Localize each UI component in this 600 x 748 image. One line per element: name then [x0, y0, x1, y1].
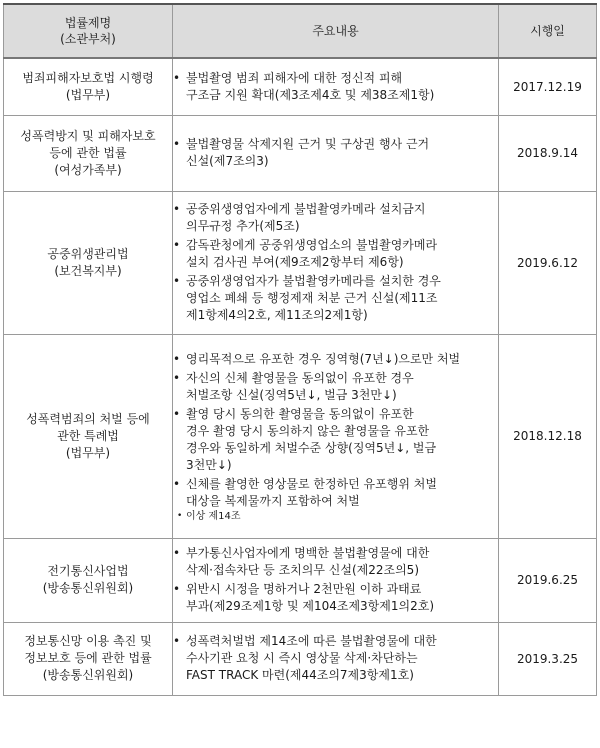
content-cell — [173, 115, 499, 191]
content-item — [173, 406, 498, 474]
content-line: 경우와 동일하게 처벌수준 상향(징역5년↓, 벌금 — [186, 440, 437, 455]
content-line: 경우 촬영 당시 동의하지 않은 촬영물을 유포한 — [186, 423, 430, 438]
content-line: • 공중위생영업자가 불법촬영카메라를 설치한 경우 — [186, 274, 441, 288]
content-line: FAST TRACK 마련(제44조의7제3항제1호) — [186, 668, 414, 682]
law-name-cell — [4, 622, 173, 695]
law-name-cell — [4, 115, 173, 191]
content-line: • 촬영 당시 동의한 촬영물을 동의없이 유포한 — [186, 406, 414, 421]
content-list — [173, 351, 498, 522]
content-list — [173, 633, 498, 684]
law-name-line: (법무부) — [65, 445, 111, 460]
header-content: 주요내용 — [173, 4, 499, 58]
content-line: • 불법촬영물 삭제지원 근거 및 구상권 행사 근거 — [186, 137, 430, 151]
law-name-line: 관한 특례법 — [57, 428, 119, 443]
content-list — [173, 70, 498, 104]
content-line: • 부가통신사업자에게 명백한 불법촬영물에 대한 — [186, 546, 430, 560]
law-name-line: 등에 관한 법률 — [49, 145, 127, 160]
law-name-line: (방송통신위원회) — [42, 581, 134, 595]
law-name-line: (보건복지부) — [54, 263, 122, 278]
content-line: 수사기관 요청 시 즉시 영상물 삭제·차단하는 — [186, 651, 418, 665]
law-name-line: 공중위생관리법 — [47, 246, 129, 261]
content-line: 의무규정 추가(제5조) — [186, 219, 300, 233]
law-name-line: (법무부) — [65, 87, 111, 102]
content-line: 부과(제29조제1항 및 제104조제3항제1의2호) — [186, 599, 434, 613]
law-name-line: 정보보호 등에 관한 법률 — [24, 651, 152, 665]
content-item — [173, 136, 498, 170]
content-line: 제1항제4의2호, 제11조의2제1항) — [186, 308, 368, 322]
content-line: 대상을 복제물까지 포함하여 처벌 — [186, 493, 360, 508]
content-line: • 성폭력처벌법 제14조에 따른 불법촬영물에 대한 — [186, 634, 437, 648]
law-name-line: 전기통신사업법 — [47, 564, 129, 578]
table-row — [4, 191, 597, 334]
content-cell — [173, 334, 499, 538]
content-item — [173, 545, 498, 579]
effective-date-cell: 2019.6.25 — [499, 538, 597, 622]
content-line: 처벌조항 신설(징역5년↓, 벌금 3천만↓) — [186, 387, 397, 402]
content-cell — [173, 538, 499, 622]
content-line: 신설(제7조의3) — [186, 154, 269, 168]
effective-date-cell: 2017.12.19 — [499, 58, 597, 115]
law-name-cell — [4, 191, 173, 334]
law-name-line: (방송통신위원회) — [42, 668, 134, 682]
effective-date-cell: 2019.3.25 — [499, 622, 597, 695]
law-name-cell — [4, 334, 173, 538]
law-name-line: (여성가족부) — [54, 162, 122, 177]
law-name-line: 성폭력방지 및 피해자보호 — [20, 128, 156, 143]
content-item — [173, 633, 498, 684]
content-item — [173, 476, 498, 510]
content-item — [173, 237, 498, 271]
table-row — [4, 58, 597, 115]
table-row — [4, 538, 597, 622]
content-item — [173, 581, 498, 615]
content-cell — [173, 58, 499, 115]
law-name-line: 범죄피해자보호법 시행령 — [22, 70, 154, 85]
content-line: • 신체를 촬영한 영상물로 한정하던 유포행위 처벌 — [186, 476, 437, 491]
content-list — [173, 201, 498, 324]
content-line: • 감독관청에게 공중위생영업소의 불법촬영카메라 — [186, 238, 438, 252]
law-name-line: 성폭력범죄의 처벌 등에 — [26, 411, 150, 426]
content-item — [173, 273, 498, 324]
content-line: 설치 검사권 부여(제9조제2항부터 제6항) — [186, 255, 404, 269]
content-line: • 영리목적으로 유포한 경우 징역형(7년↓)으로만 처벌 — [186, 351, 461, 366]
content-cell — [173, 622, 499, 695]
effective-date-cell: 2018.9.14 — [499, 115, 597, 191]
content-list — [173, 136, 498, 170]
header-date: 시행일 — [499, 4, 597, 58]
effective-date-cell: 2019.6.12 — [499, 191, 597, 334]
effective-date-cell: 2018.12.18 — [499, 334, 597, 538]
law-name-cell — [4, 58, 173, 115]
law-name-line: 정보통신망 이용 촉진 및 — [24, 634, 152, 648]
content-line: 삭제·접속차단 등 조치의무 신설(제22조의5) — [186, 563, 419, 577]
content-line: • 불법촬영 범죄 피해자에 대한 정신적 피해 — [186, 70, 403, 85]
content-line: 3천만↓) — [186, 457, 232, 472]
content-line: • 자신의 신체 촬영물을 동의없이 유포한 경우 — [186, 370, 414, 385]
content-item — [173, 201, 498, 235]
content-line: • 이상 제14조 — [186, 510, 241, 522]
table-row — [4, 622, 597, 695]
content-item — [173, 70, 498, 104]
table-header-row — [4, 4, 597, 58]
content-line: 영업소 폐쇄 등 행정제재 처분 근거 신설(제11조 — [186, 291, 438, 305]
content-list — [173, 545, 498, 615]
content-line: • 공중위생영업자에게 불법촬영카메라 설치금지 — [186, 202, 426, 216]
table-body — [4, 58, 597, 695]
law-name-cell — [4, 538, 173, 622]
content-line: 구조금 지원 확대(제3조제4호 및 제38조제1항) — [186, 87, 435, 102]
header-law-name: 법률제명 (소관부처) — [4, 4, 173, 58]
content-item — [173, 370, 498, 404]
table-row — [4, 115, 597, 191]
content-item — [173, 351, 498, 368]
law-table — [3, 3, 597, 696]
content-sub-item — [173, 511, 498, 522]
content-line: • 위반시 시정을 명하거나 2천만원 이하 과태료 — [186, 582, 422, 596]
content-cell — [173, 191, 499, 334]
table-row — [4, 334, 597, 538]
